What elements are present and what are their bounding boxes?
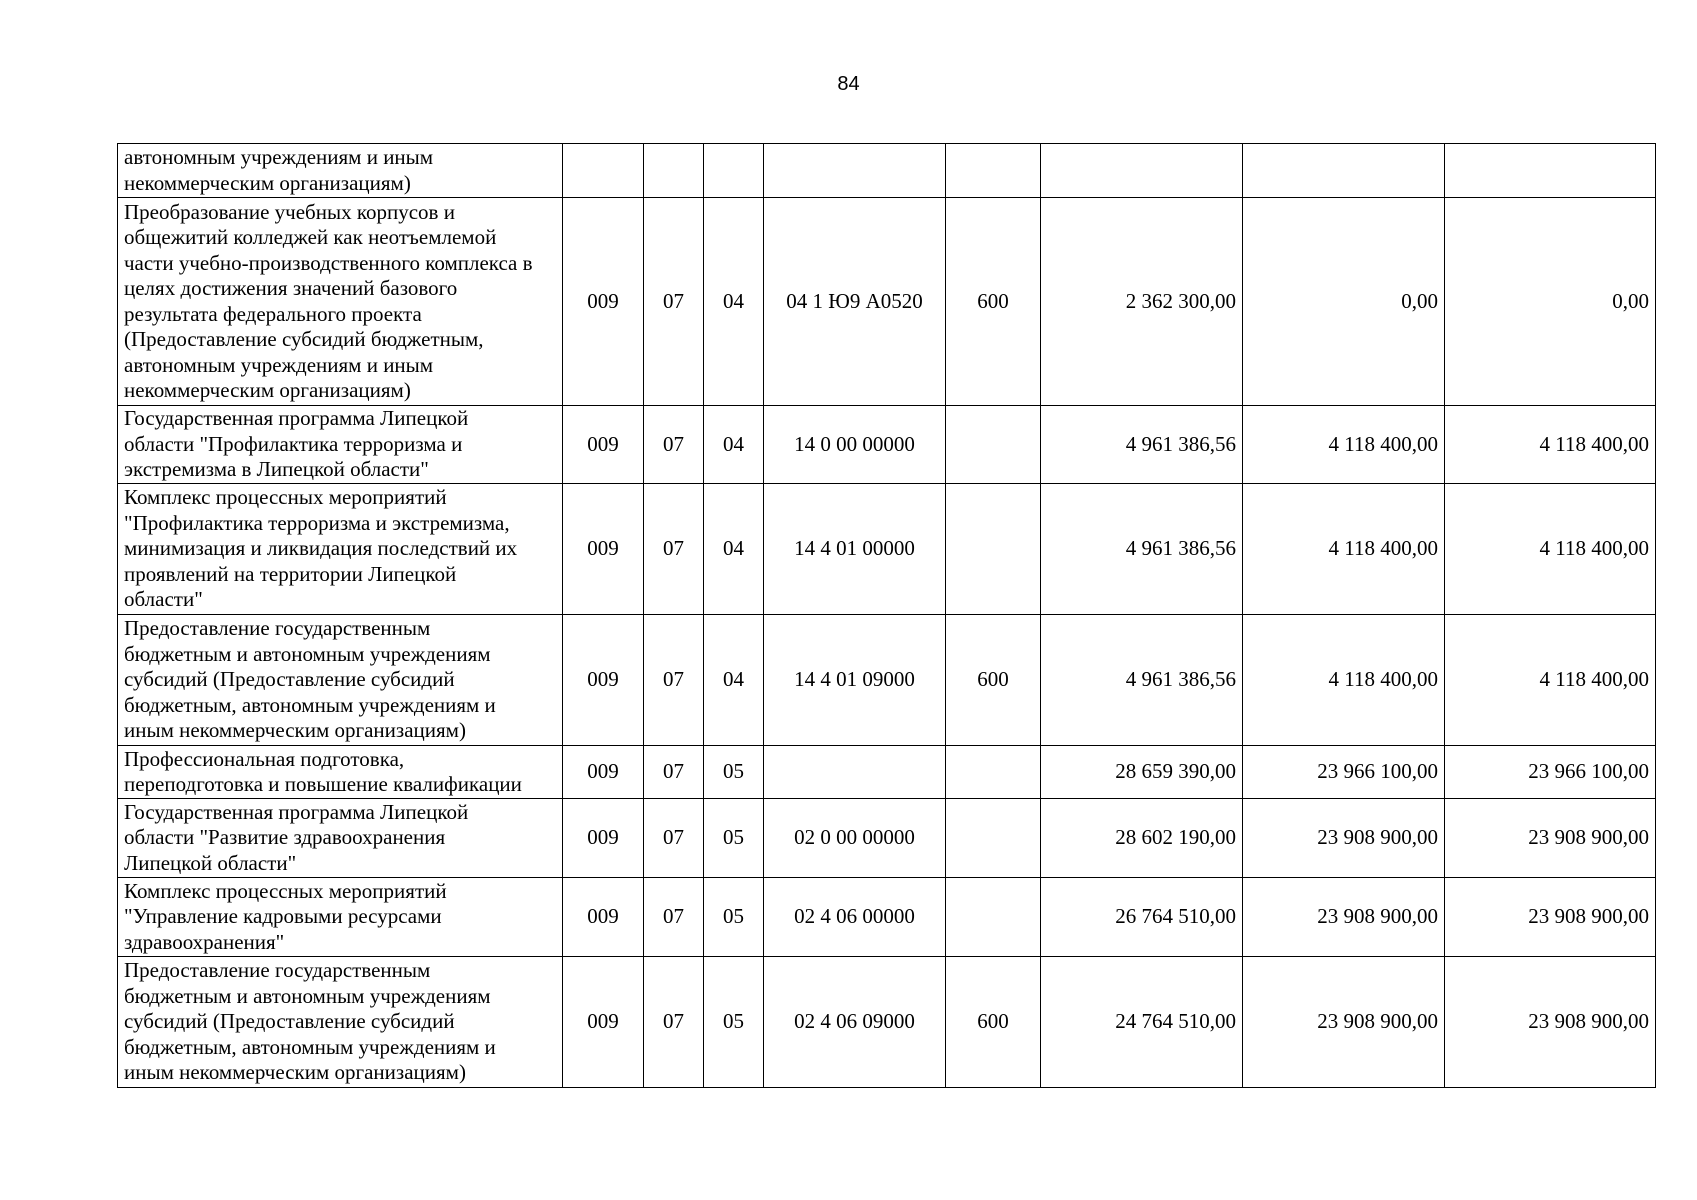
budget-table xyxy=(117,143,1656,1088)
amount-year-2: 4 118 400,00 xyxy=(1243,484,1445,615)
table-row xyxy=(118,799,1656,878)
section-code: 07 xyxy=(644,484,704,615)
ministry-code: 009 xyxy=(563,878,644,957)
ministry-code: 009 xyxy=(563,799,644,878)
expense-type-code xyxy=(946,484,1041,615)
row-name: Предоставление государственным бюджетным и автономным учреждениям субсидий (Предоставление субсидий бюджетным, автономным учреждениям и иным некоммерческим организациям) xyxy=(118,957,563,1088)
amount-year-2: 23 908 900,00 xyxy=(1243,957,1445,1088)
subsection-code: 05 xyxy=(704,799,764,878)
section-code xyxy=(644,144,704,198)
amount-year-1: 26 764 510,00 xyxy=(1041,878,1243,957)
amount-year-3: 4 118 400,00 xyxy=(1445,406,1656,484)
table-row xyxy=(118,144,1656,198)
ministry-code: 009 xyxy=(563,484,644,615)
amount-year-1 xyxy=(1041,144,1243,198)
expense-type-code xyxy=(946,799,1041,878)
section-code: 07 xyxy=(644,957,704,1088)
table-row xyxy=(118,878,1656,957)
amount-year-2: 23 908 900,00 xyxy=(1243,799,1445,878)
subsection-code: 04 xyxy=(704,615,764,746)
row-name: автономным учреждениям и иным некоммерческим организациям) xyxy=(118,144,563,198)
amount-year-3: 23 908 900,00 xyxy=(1445,799,1656,878)
table-row xyxy=(118,198,1656,406)
amount-year-3 xyxy=(1445,144,1656,198)
target-code: 04 1 Ю9 А0520 xyxy=(764,198,946,406)
target-code: 14 4 01 00000 xyxy=(764,484,946,615)
target-code xyxy=(764,746,946,799)
ministry-code: 009 xyxy=(563,406,644,484)
amount-year-2 xyxy=(1243,144,1445,198)
section-code: 07 xyxy=(644,615,704,746)
table-row xyxy=(118,746,1656,799)
subsection-code: 04 xyxy=(704,198,764,406)
row-name: Преобразование учебных корпусов и общежитий колледжей как неотъемлемой части учебно-производственного комплекса в целях достижения значений базового результата федерального проекта (Предоставление субсидий бюджетным, автономным учреждениям и иным некоммерческим организациям) xyxy=(118,198,563,406)
subsection-code: 05 xyxy=(704,957,764,1088)
subsection-code: 05 xyxy=(704,746,764,799)
table-row xyxy=(118,957,1656,1088)
amount-year-2: 0,00 xyxy=(1243,198,1445,406)
amount-year-2: 23 908 900,00 xyxy=(1243,878,1445,957)
row-name: Профессиональная подготовка, переподготовка и повышение квалификации xyxy=(118,746,563,799)
expense-type-code: 600 xyxy=(946,615,1041,746)
expense-type-code xyxy=(946,878,1041,957)
amount-year-3: 23 966 100,00 xyxy=(1445,746,1656,799)
row-name: Комплекс процессных мероприятий "Управление кадровыми ресурсами здравоохранения" xyxy=(118,878,563,957)
subsection-code: 05 xyxy=(704,878,764,957)
amount-year-3: 23 908 900,00 xyxy=(1445,878,1656,957)
expense-type-code xyxy=(946,746,1041,799)
amount-year-3: 0,00 xyxy=(1445,198,1656,406)
target-code: 14 4 01 09000 xyxy=(764,615,946,746)
amount-year-1: 4 961 386,56 xyxy=(1041,484,1243,615)
amount-year-1: 28 659 390,00 xyxy=(1041,746,1243,799)
ministry-code: 009 xyxy=(563,957,644,1088)
row-name: Предоставление государственным бюджетным и автономным учреждениям субсидий (Предоставление субсидий бюджетным, автономным учреждениям и иным некоммерческим организациям) xyxy=(118,615,563,746)
ministry-code: 009 xyxy=(563,746,644,799)
page-number: 84 xyxy=(837,73,860,95)
amount-year-2: 4 118 400,00 xyxy=(1243,615,1445,746)
expense-type-code xyxy=(946,144,1041,198)
amount-year-2: 23 966 100,00 xyxy=(1243,746,1445,799)
expense-type-code xyxy=(946,406,1041,484)
subsection-code: 04 xyxy=(704,484,764,615)
table-row xyxy=(118,615,1656,746)
ministry-code: 009 xyxy=(563,198,644,406)
section-code: 07 xyxy=(644,198,704,406)
amount-year-1: 24 764 510,00 xyxy=(1041,957,1243,1088)
amount-year-3: 23 908 900,00 xyxy=(1445,957,1656,1088)
subsection-code: 04 xyxy=(704,406,764,484)
ministry-code: 009 xyxy=(563,615,644,746)
section-code: 07 xyxy=(644,406,704,484)
expense-type-code: 600 xyxy=(946,198,1041,406)
target-code: 02 4 06 00000 xyxy=(764,878,946,957)
amount-year-3: 4 118 400,00 xyxy=(1445,484,1656,615)
section-code: 07 xyxy=(644,799,704,878)
amount-year-1: 2 362 300,00 xyxy=(1041,198,1243,406)
table-row xyxy=(118,406,1656,484)
amount-year-1: 4 961 386,56 xyxy=(1041,406,1243,484)
row-name: Комплекс процессных мероприятий "Профилактика терроризма и экстремизма, минимизация и ликвидация последствий их проявлений на территории Липецкой области" xyxy=(118,484,563,615)
expense-type-code: 600 xyxy=(946,957,1041,1088)
amount-year-1: 28 602 190,00 xyxy=(1041,799,1243,878)
target-code xyxy=(764,144,946,198)
amount-year-2: 4 118 400,00 xyxy=(1243,406,1445,484)
subsection-code xyxy=(704,144,764,198)
row-name: Государственная программа Липецкой области "Развитие здравоохранения Липецкой области" xyxy=(118,799,563,878)
target-code: 02 0 00 00000 xyxy=(764,799,946,878)
section-code: 07 xyxy=(644,878,704,957)
amount-year-1: 4 961 386,56 xyxy=(1041,615,1243,746)
target-code: 02 4 06 09000 xyxy=(764,957,946,1088)
ministry-code xyxy=(563,144,644,198)
amount-year-3: 4 118 400,00 xyxy=(1445,615,1656,746)
section-code: 07 xyxy=(644,746,704,799)
target-code: 14 0 00 00000 xyxy=(764,406,946,484)
row-name: Государственная программа Липецкой области "Профилактика терроризма и экстремизма в Липецкой области" xyxy=(118,406,563,484)
table-row xyxy=(118,484,1656,615)
